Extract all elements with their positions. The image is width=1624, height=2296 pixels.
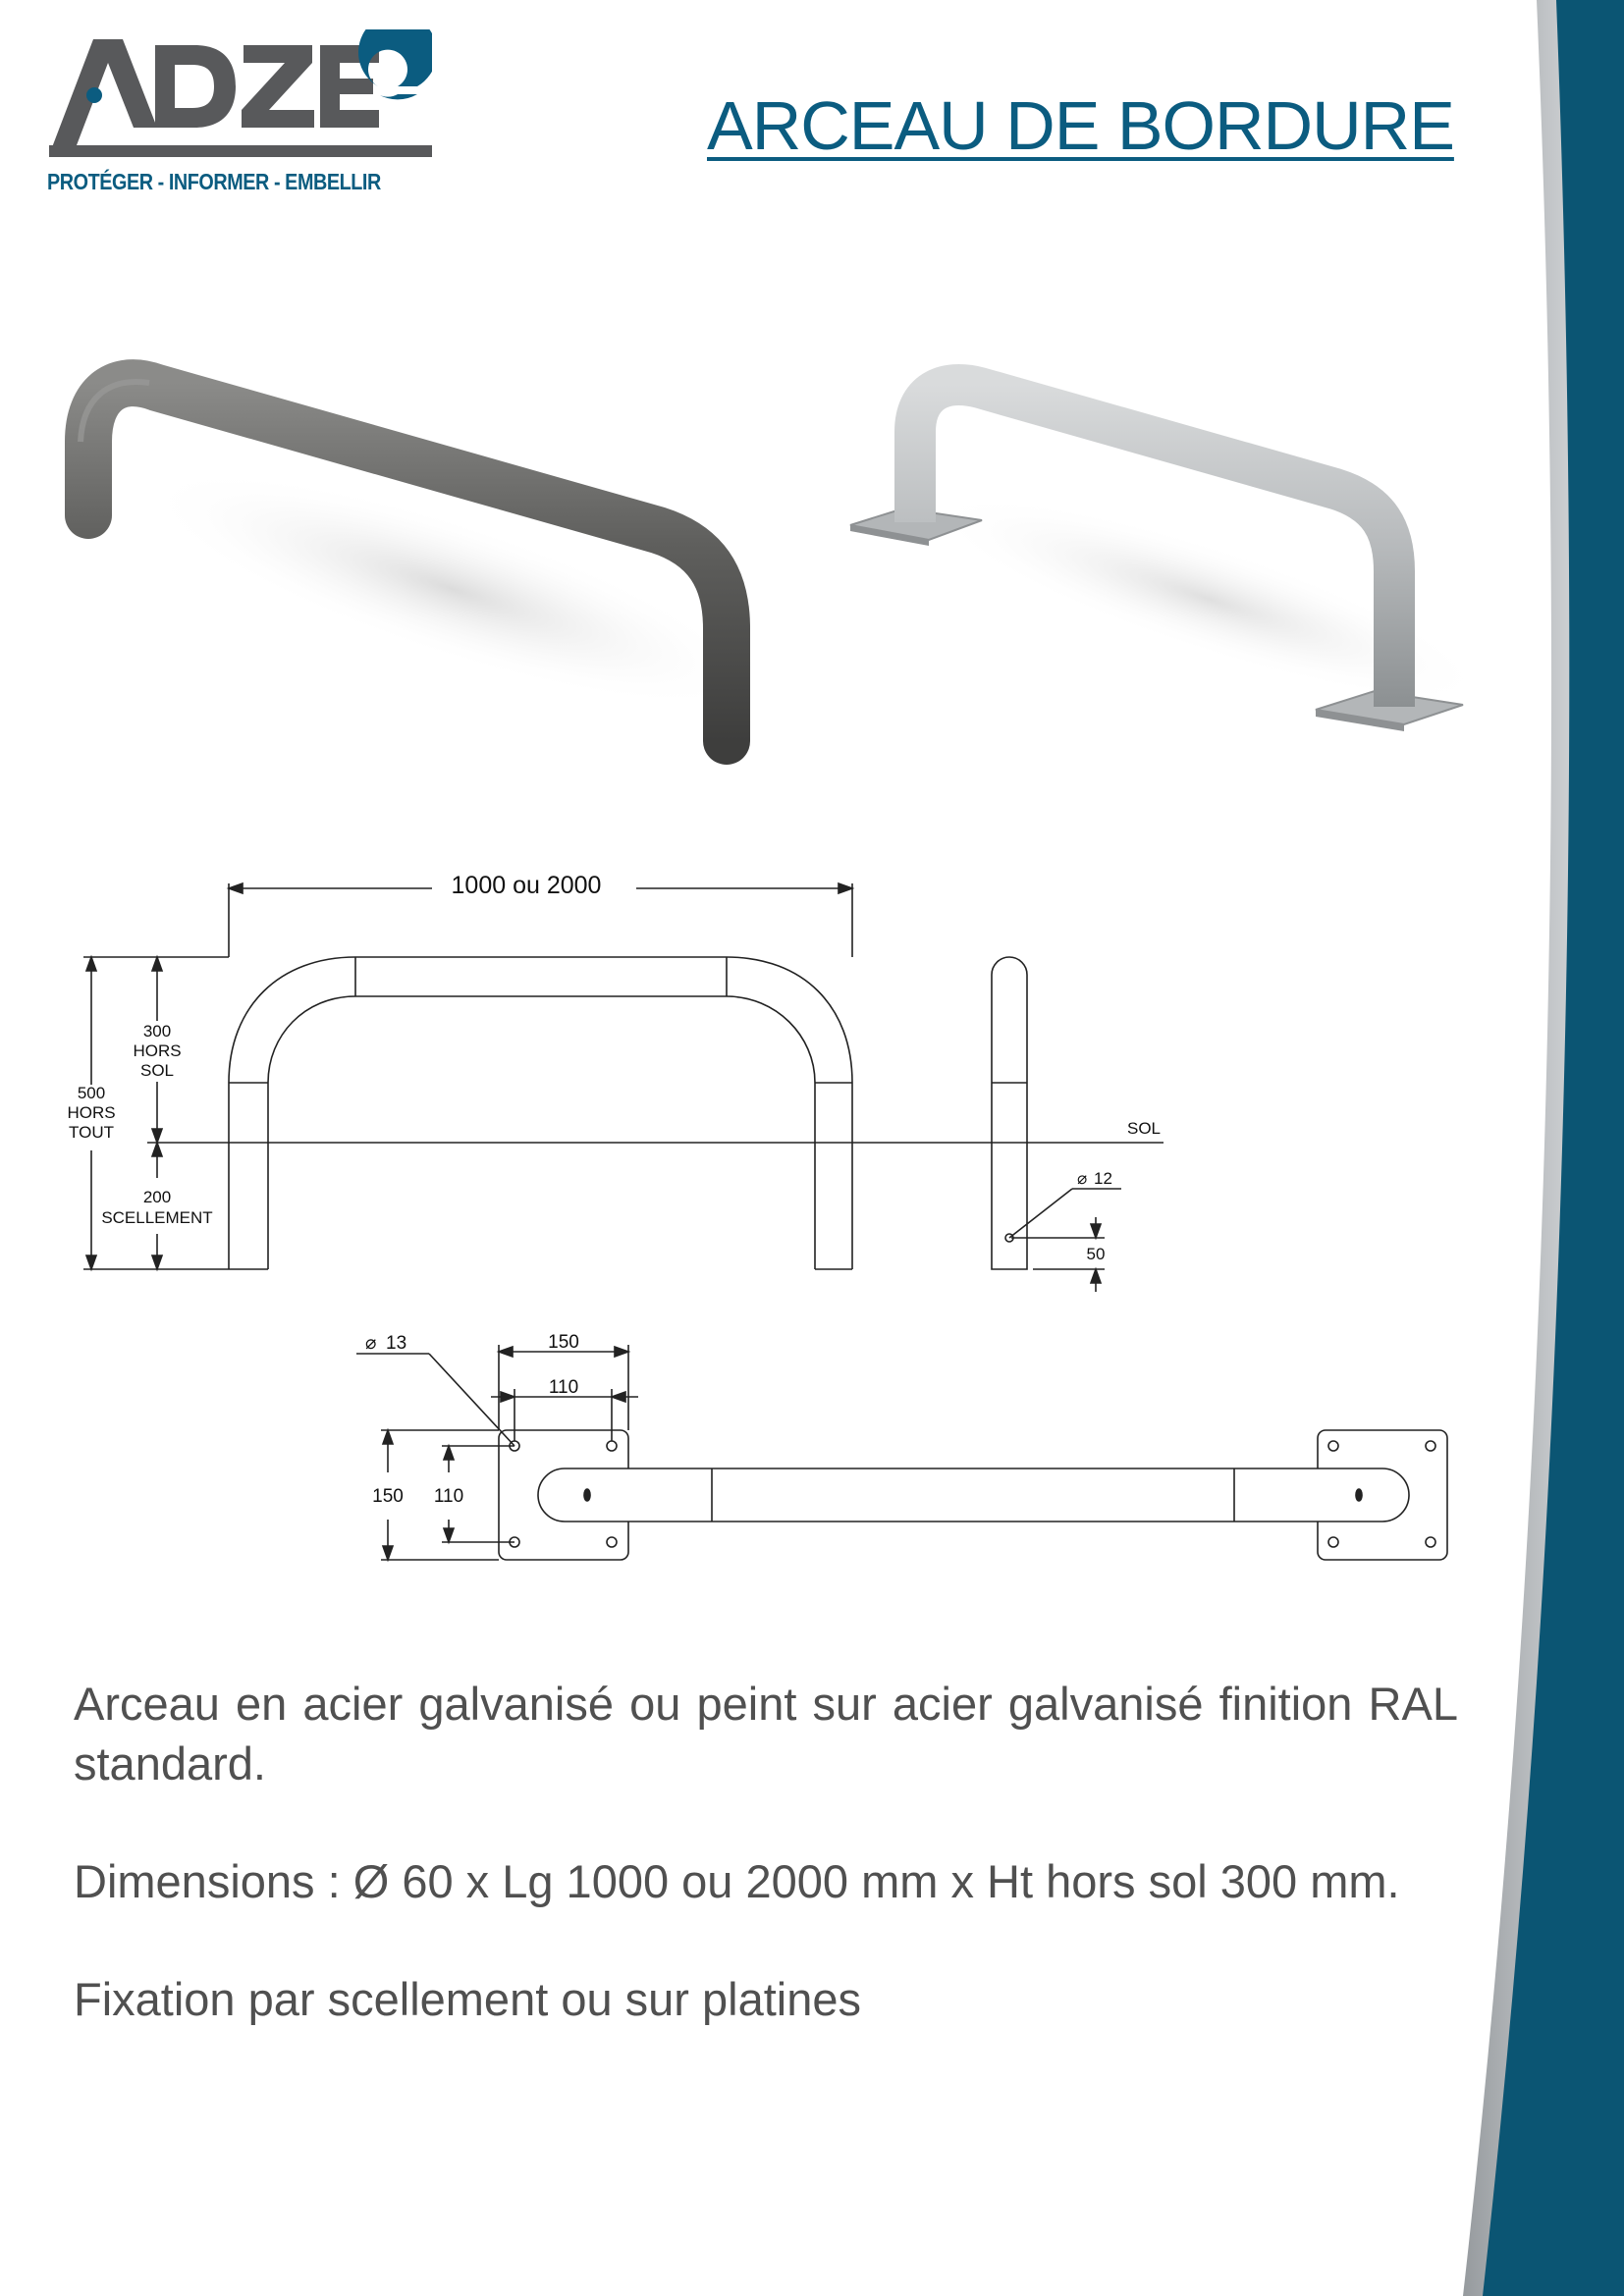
total-height-value: 500 xyxy=(77,1084,106,1102)
height-above-l2: SOL xyxy=(139,1061,175,1080)
ground-label: SOL xyxy=(1127,1119,1162,1138)
page-title: ARCEAU DE BORDURE xyxy=(707,87,1454,164)
description-fixing: Fixation par scellement ou sur platines xyxy=(74,1973,862,2025)
brand-tagline: PROTÉGER - INFORMER - EMBELLIR xyxy=(47,169,381,194)
plate-hole-spacing-y-label: 110 xyxy=(433,1486,464,1507)
painted-hoop-image xyxy=(59,334,766,785)
total-height-l1: HORS xyxy=(67,1103,116,1122)
top-view xyxy=(356,1345,1447,1560)
diameter-symbol: ⌀ xyxy=(1077,1169,1088,1188)
total-height-l2: TOUT xyxy=(69,1123,114,1142)
plate-height-label: 150 xyxy=(372,1486,404,1507)
plate-hole-spacing-x-label: 110 xyxy=(548,1377,579,1398)
front-view xyxy=(83,883,1164,1269)
plate-width-label: 150 xyxy=(548,1332,579,1353)
description-dimensions: Dimensions : Ø 60 x Lg 1000 ou 2000 mm x Ht hors sol 300 mm. xyxy=(74,1855,1400,1907)
sealing-label: SCELLEMENT xyxy=(101,1208,213,1227)
technical-drawing xyxy=(0,844,1624,1590)
description-material: Arceau en acier galvanisé ou peint sur acier galvanisé finition RAL standard. xyxy=(74,1678,1458,1789)
height-above-value: 300 xyxy=(142,1022,172,1041)
plate-hole-diameter-label: 13 xyxy=(386,1333,407,1354)
side-view xyxy=(992,957,1121,1292)
length-label: 1000 ou 2000 xyxy=(451,872,602,899)
height-above-l1: HORS xyxy=(133,1041,182,1060)
diameter-symbol: ⌀ xyxy=(365,1333,377,1354)
galvanized-hoop-image xyxy=(844,353,1473,766)
logo-mark xyxy=(39,29,432,167)
hole-offset-label: 50 xyxy=(1086,1245,1106,1263)
hole-diameter-label: 12 xyxy=(1094,1169,1112,1188)
dimension-labels xyxy=(67,872,1161,1507)
sealing-value: 200 xyxy=(142,1188,172,1206)
product-description xyxy=(74,1674,1458,2087)
